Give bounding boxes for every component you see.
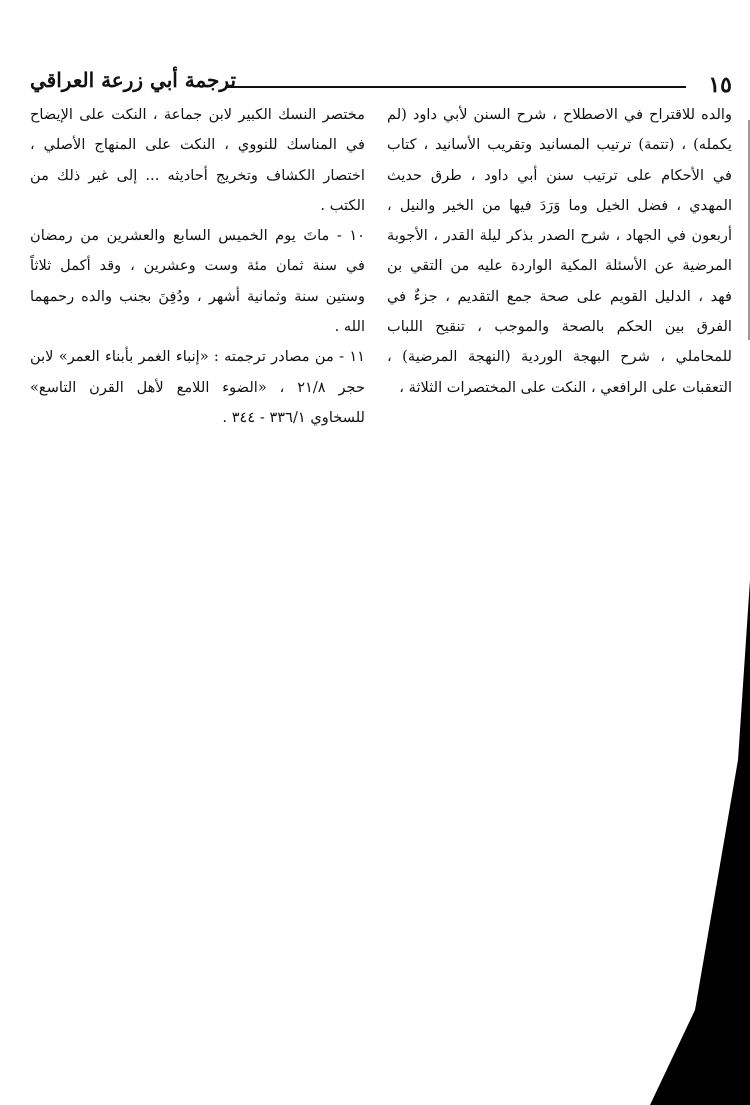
right-column xyxy=(387,100,732,403)
footnote-11 xyxy=(30,342,365,433)
page-number: ١٥ xyxy=(708,72,732,98)
footnote-number: ١١ xyxy=(349,348,366,366)
footnote-10 xyxy=(30,221,365,342)
footnote-dash: - xyxy=(333,348,345,366)
header-rule xyxy=(225,86,686,88)
running-title: ترجمة أبي زرعة العراقي xyxy=(30,68,237,92)
left-column-continuation: مختصر النسك الكبير لابن جماعة ، النكت على الإيضاح في المناسك للنووي ، النكت على المنهاج الأصلي ، اختصار الكشاف وتخريج أحاديثه ... إلى غير ذلك من الكتب . xyxy=(30,106,365,214)
footnote-text: من مصادر ترجمته : «إنباء الغمر بأبناء العمر» لابن حجر ٢١/٨ ، «الضوء اللامع لأهل القرن التاسع» للسخاوي ٣٣٦/١ - ٣٤٤ . xyxy=(30,348,366,426)
footnote-dash: - xyxy=(329,227,342,245)
footnote-number: ١٠ xyxy=(349,227,366,245)
scan-edge-shape xyxy=(650,580,750,1105)
footnote-text: ماتَ يوم الخميس السابع والعشرين من رمضان في سنة ثمان مئة وست وعشرين ، وقد أكمل ثلاثاً وستين سنة وثمانية أشهر ، ودُفِنَ بجنب والده رحمهما الله . xyxy=(30,227,365,336)
right-column-text: والده للاقتراح في الاصطلاح ، شرح السنن لأبي داود (لم يكمله) ، (تتمة) ترتيب المسانيد وتقريب الأسانيد ، كتاب في الأحكام على ترتيب سنن أبي داود ، طرق حديث المهدي ، فضل الخيل وما وَرَدَ فيها من الخير والنيل ، أربعون في الجهاد ، شرح الصدر بذكر ليلة القدر ، الأجوبة المرضية عن الأسئلة المكية الواردة عليه من التقي بن فهد ، الدليل القويم على صحة جمع التقديم ، جزءٌ في الفرق بين الحكم بالصحة والموجب ، تنقيح اللباب للمحاملي ، شرح البهجة الوردية (النهجة المرضية) ، التعقبات على الرافعي ، النكت على المختصرات الثلاثة ، xyxy=(387,106,732,396)
left-column xyxy=(30,100,365,433)
